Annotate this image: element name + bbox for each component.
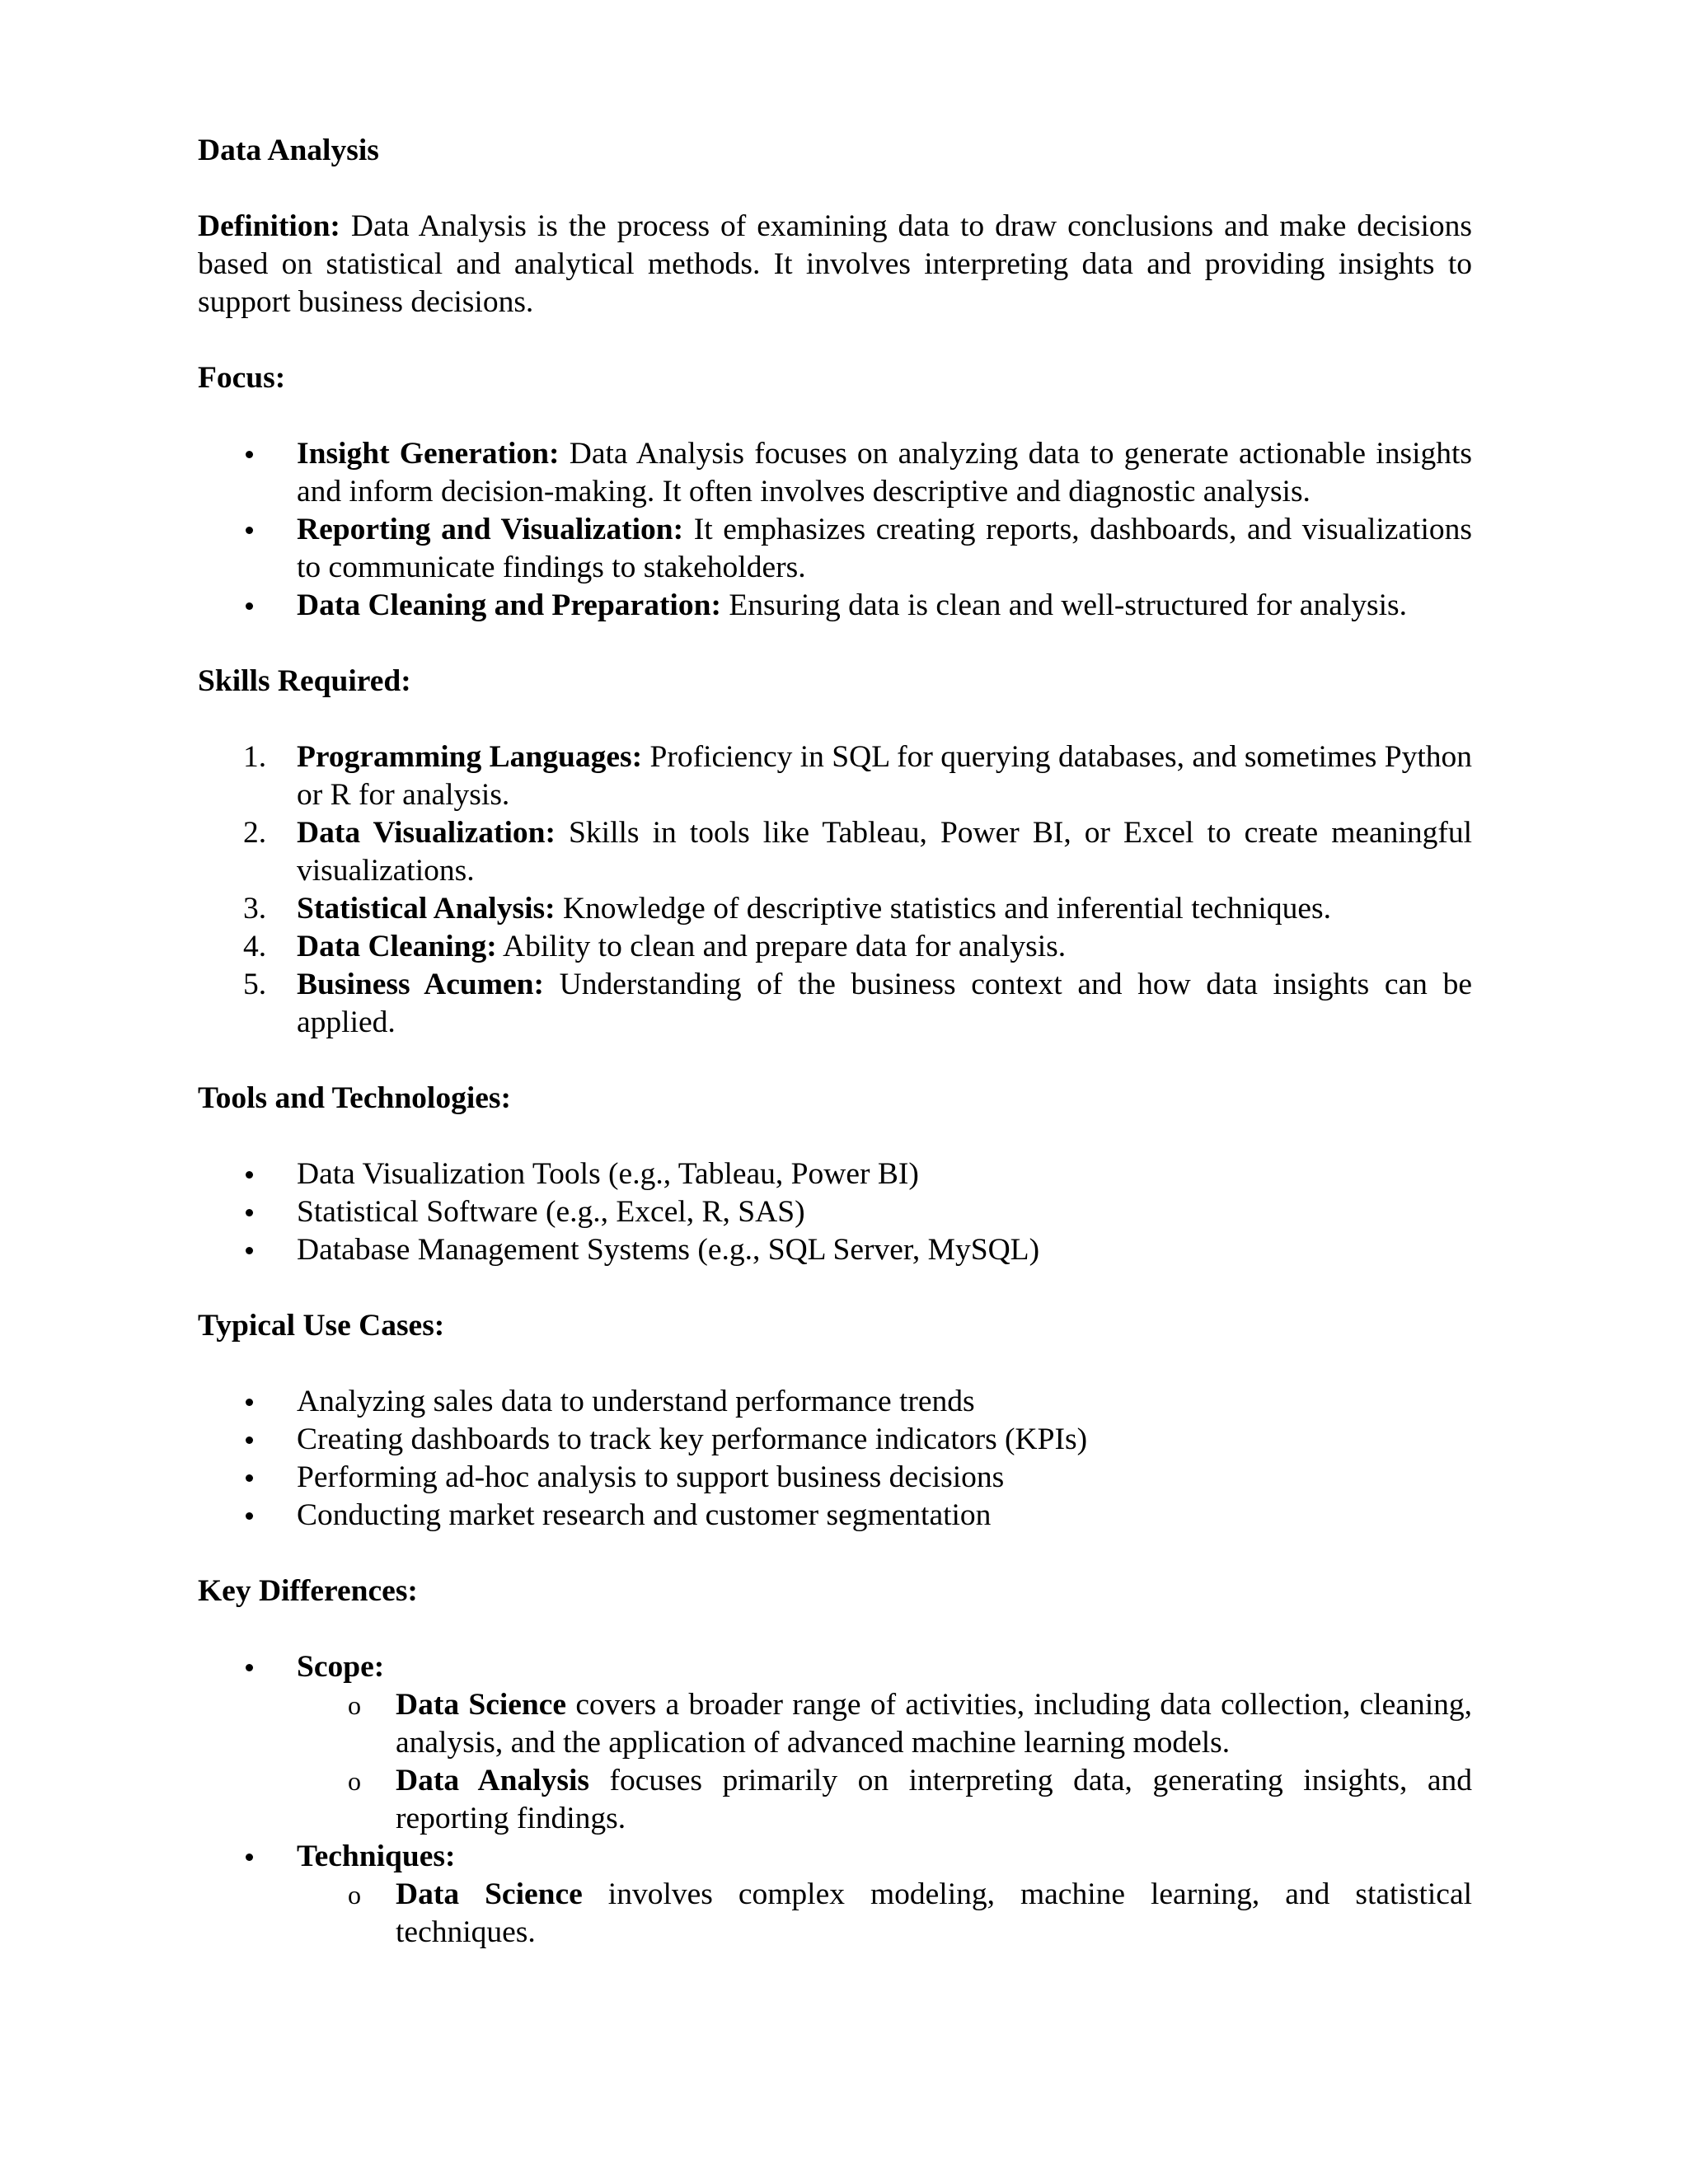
item-text: Proficiency in SQL for querying databases, and sometimes Python or R for analysis. [297, 740, 1472, 812]
list-item [198, 738, 1472, 814]
item-text: Skills in tools like Tableau, Power BI, or Excel to create meaningful visualizations. [297, 816, 1473, 888]
list-item [198, 1421, 1472, 1459]
list-item [198, 1155, 1472, 1193]
list-item [198, 890, 1472, 928]
list-item [198, 1497, 1472, 1535]
list-item [198, 1231, 1472, 1269]
bullet-icon [246, 1664, 253, 1671]
page-title: Data Analysis [198, 134, 379, 167]
item-text: Knowledge of descriptive statistics and inferential techniques. [555, 892, 1331, 926]
item-label: Reporting and Visualization: [297, 513, 684, 546]
item-label: Data Analysis [396, 1764, 589, 1797]
sub-list-item [297, 1686, 1472, 1762]
sub-list-item [297, 1762, 1472, 1838]
item-label: Business Acumen: [297, 968, 544, 1001]
list-item [198, 511, 1472, 587]
list-item [198, 966, 1472, 1042]
definition-text: Data Analysis is the process of examining data to draw conclusions and make decisions based on statistical and analytical methods. It involves interpreting data and providing insights to support business decisions. [198, 209, 1472, 319]
item-text: Ensuring data is clean and well-structured for analysis. [720, 588, 1407, 622]
document-page [198, 132, 1472, 1952]
item-label: Statistical Analysis: [297, 892, 556, 926]
list-item [198, 814, 1472, 890]
focus-heading: Focus: [198, 361, 286, 395]
list-item [198, 1383, 1472, 1421]
bullet-icon [246, 1209, 253, 1216]
list-item [198, 928, 1472, 966]
item-number: 1. [243, 740, 267, 774]
definition-label: Definition: [198, 209, 340, 243]
bullet-icon [246, 1399, 253, 1406]
bullet-icon [246, 527, 253, 534]
item-text: Statistical Software (e.g., Excel, R, SAS) [297, 1195, 805, 1229]
list-item [198, 587, 1472, 625]
item-label: Data Cleaning: [297, 930, 497, 963]
use-cases-list [198, 1383, 1472, 1535]
bullet-icon [246, 1512, 253, 1520]
bullet-icon [246, 1436, 253, 1444]
item-text: Analyzing sales data to understand performance trends [297, 1385, 975, 1418]
use-cases-heading: Typical Use Cases: [198, 1309, 445, 1343]
item-text: It emphasizes creating reports, dashboards, and visualizations to communicate findings to stakeholders. [297, 513, 1472, 584]
focus-list [198, 435, 1472, 625]
scope-sublist [297, 1686, 1472, 1838]
item-label: Data Cleaning and Preparation: [297, 588, 721, 622]
item-number: 3. [243, 892, 267, 926]
list-item-techniques [198, 1838, 1472, 1952]
circle-bullet-icon: o [348, 1880, 361, 1910]
bullet-icon [246, 1474, 253, 1482]
techniques-sublist [297, 1876, 1472, 1952]
item-label: Data Visualization: [297, 816, 556, 850]
list-item [198, 1459, 1472, 1497]
tools-heading: Tools and Technologies: [198, 1081, 511, 1115]
item-number: 5. [243, 968, 267, 1001]
item-number: 4. [243, 930, 267, 963]
list-item-scope [198, 1648, 1472, 1838]
item-text: Understanding of the business context and how data insights can be applied. [297, 968, 1472, 1039]
differences-heading: Key Differences: [198, 1574, 418, 1608]
tools-list [198, 1155, 1472, 1269]
bullet-icon [246, 602, 253, 610]
differences-list [198, 1648, 1472, 1952]
list-item [198, 435, 1472, 511]
list-item [198, 1193, 1472, 1231]
circle-bullet-icon: o [348, 1766, 361, 1796]
item-text: Performing ad-hoc analysis to support business decisions [297, 1460, 1005, 1494]
circle-bullet-icon: o [348, 1690, 361, 1720]
skills-list [198, 738, 1472, 1042]
item-label: Programming Languages: [297, 740, 643, 774]
item-text: Conducting market research and customer segmentation [297, 1498, 992, 1532]
item-text: Creating dashboards to track key performance indicators (KPIs) [297, 1422, 1088, 1456]
bullet-icon [246, 451, 253, 458]
item-label: Data Science [396, 1688, 567, 1722]
item-label: Scope: [297, 1650, 385, 1684]
item-label: Insight Generation: [297, 437, 560, 471]
item-label: Techniques: [297, 1840, 456, 1873]
item-text: focuses primarily on interpreting data, generating insights, and reporting findings. [396, 1764, 1472, 1835]
item-text: involves complex modeling, machine learning, and statistical techniques. [396, 1877, 1473, 1949]
item-text: Data Visualization Tools (e.g., Tableau, Power BI) [297, 1157, 919, 1191]
item-text: Data Analysis focuses on analyzing data to generate actionable insights and inform decision-making. It often involves descriptive and diagnostic analysis. [297, 437, 1473, 509]
item-number: 2. [243, 816, 267, 850]
bullet-icon [246, 1171, 253, 1179]
skills-heading: Skills Required: [198, 664, 411, 698]
item-text: Database Management Systems (e.g., SQL Server, MySQL) [297, 1233, 1040, 1267]
bullet-icon [246, 1247, 253, 1254]
item-text: covers a broader range of activities, including data collection, cleaning, analysis, and the application of advanced machine learning models. [396, 1688, 1472, 1760]
definition-paragraph [198, 208, 1472, 321]
sub-list-item [297, 1876, 1472, 1952]
bullet-icon [246, 1854, 253, 1861]
item-label: Data Science [396, 1877, 583, 1911]
item-text: Ability to clean and prepare data for analysis. [496, 930, 1067, 963]
